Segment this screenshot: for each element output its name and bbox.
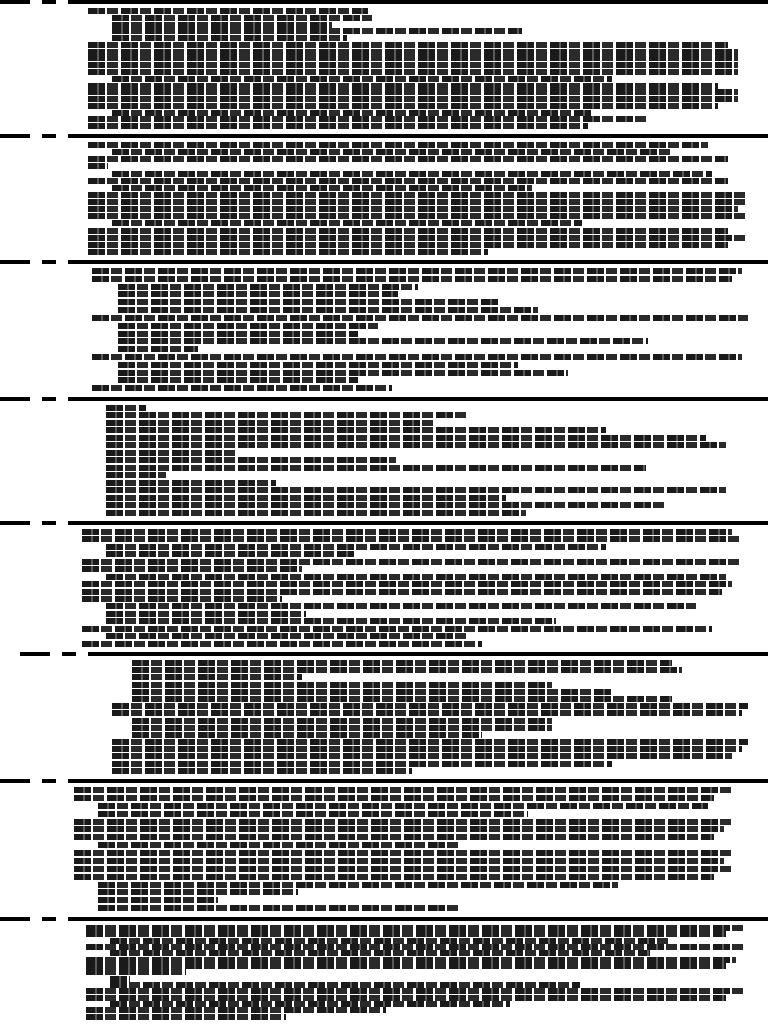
text-line xyxy=(112,28,522,34)
text-line xyxy=(86,1014,286,1020)
text-line xyxy=(132,674,302,680)
text-line xyxy=(74,858,724,864)
document-sheet xyxy=(0,917,768,1024)
text-line xyxy=(118,346,198,352)
text-line xyxy=(74,819,734,825)
text-line xyxy=(112,768,412,774)
text-line xyxy=(106,502,666,508)
text-line xyxy=(88,178,728,184)
text-line xyxy=(74,787,734,793)
document-sheet xyxy=(0,260,768,397)
text-line xyxy=(132,732,482,738)
text-line xyxy=(106,405,146,411)
sheet-edge-rule xyxy=(20,652,768,656)
text-line xyxy=(82,581,732,587)
sheet-edge-rule xyxy=(0,779,768,783)
text-line xyxy=(106,603,696,609)
text-line xyxy=(88,55,738,61)
text-line xyxy=(106,574,726,580)
text-line xyxy=(112,15,372,21)
text-line xyxy=(86,931,726,937)
text-line xyxy=(92,315,748,321)
text-line xyxy=(98,882,618,888)
sheet-edge-rule xyxy=(0,260,768,264)
text-line xyxy=(118,362,518,368)
text-line xyxy=(88,96,738,102)
text-line xyxy=(106,510,526,516)
text-line xyxy=(112,753,732,759)
text-line xyxy=(118,377,358,383)
text-line xyxy=(98,905,458,911)
text-line xyxy=(118,338,648,344)
text-line xyxy=(88,163,108,169)
text-line xyxy=(112,220,582,226)
text-line xyxy=(112,185,532,191)
text-line xyxy=(88,235,748,241)
sheet-edge-rule xyxy=(0,397,768,401)
text-line xyxy=(106,618,556,624)
text-line xyxy=(132,682,552,688)
sheet-edge-rule xyxy=(0,134,768,138)
text-line xyxy=(118,284,418,290)
text-line xyxy=(106,551,356,557)
text-line xyxy=(82,566,302,572)
text-line xyxy=(88,8,368,14)
document-sheet xyxy=(0,0,768,134)
text-line xyxy=(106,412,466,418)
text-line xyxy=(82,596,282,602)
text-line xyxy=(88,89,738,95)
text-line xyxy=(82,529,732,535)
text-line xyxy=(88,123,588,129)
text-line xyxy=(88,142,708,148)
text-line xyxy=(132,667,682,673)
text-line xyxy=(132,660,672,666)
text-line xyxy=(74,795,714,801)
text-line xyxy=(82,626,712,632)
text-line xyxy=(112,761,612,767)
text-line xyxy=(88,156,728,162)
text-line xyxy=(132,689,612,695)
text-line xyxy=(106,427,606,433)
text-line xyxy=(132,718,552,724)
text-line xyxy=(106,450,236,456)
text-line xyxy=(88,249,488,255)
text-line xyxy=(106,495,506,501)
text-line xyxy=(106,442,726,448)
text-line xyxy=(106,472,166,478)
document-sheet xyxy=(0,779,768,917)
text-line xyxy=(92,354,742,360)
text-line xyxy=(112,35,347,41)
text-line xyxy=(112,149,672,155)
text-line xyxy=(82,641,482,647)
text-line xyxy=(110,950,650,956)
text-line xyxy=(106,544,606,550)
text-line xyxy=(118,323,378,329)
text-line xyxy=(82,589,722,595)
text-line xyxy=(106,420,436,426)
text-line xyxy=(106,480,276,486)
text-line xyxy=(92,268,742,274)
text-line xyxy=(118,307,538,313)
document-sheet xyxy=(0,134,768,260)
text-line xyxy=(106,435,706,441)
text-line xyxy=(92,276,732,282)
text-line xyxy=(88,199,748,205)
text-line xyxy=(74,834,714,840)
text-line xyxy=(98,811,528,817)
sheet-edge-rule xyxy=(0,0,768,4)
text-line xyxy=(74,874,714,880)
text-line xyxy=(88,192,748,198)
text-line xyxy=(106,457,396,463)
sheet-edge-rule xyxy=(0,521,768,525)
text-line xyxy=(88,42,728,48)
text-line xyxy=(118,299,498,305)
text-line xyxy=(88,213,748,219)
text-line xyxy=(98,842,458,848)
text-line xyxy=(88,206,738,212)
text-line xyxy=(106,611,306,617)
document-sheet xyxy=(0,521,768,652)
text-line xyxy=(106,633,466,639)
document-sheet xyxy=(0,397,768,521)
text-line xyxy=(118,331,358,337)
text-line xyxy=(88,228,728,234)
text-line xyxy=(88,242,728,248)
text-line xyxy=(112,746,742,752)
text-line xyxy=(98,897,218,903)
text-line xyxy=(82,559,742,565)
text-line xyxy=(112,739,748,745)
sheet-edge-rule xyxy=(0,917,768,921)
text-line xyxy=(86,969,186,975)
text-line xyxy=(74,866,734,872)
text-line xyxy=(82,536,742,542)
text-line xyxy=(112,171,712,177)
text-line xyxy=(92,385,392,391)
text-line xyxy=(106,487,726,493)
document-sheet xyxy=(0,652,768,779)
text-line xyxy=(112,703,748,709)
text-line xyxy=(86,1007,386,1013)
text-line xyxy=(74,850,734,856)
text-line xyxy=(74,826,724,832)
text-line xyxy=(106,465,646,471)
text-line xyxy=(88,62,738,68)
text-line xyxy=(112,76,612,82)
text-line xyxy=(98,889,298,895)
text-line xyxy=(118,370,568,376)
text-line xyxy=(118,291,398,297)
text-line xyxy=(88,116,648,122)
text-line xyxy=(98,803,708,809)
text-line xyxy=(132,696,672,702)
text-line xyxy=(132,725,552,731)
text-line xyxy=(112,710,742,716)
text-line xyxy=(86,988,746,994)
text-line xyxy=(88,103,718,109)
text-line xyxy=(88,69,738,75)
